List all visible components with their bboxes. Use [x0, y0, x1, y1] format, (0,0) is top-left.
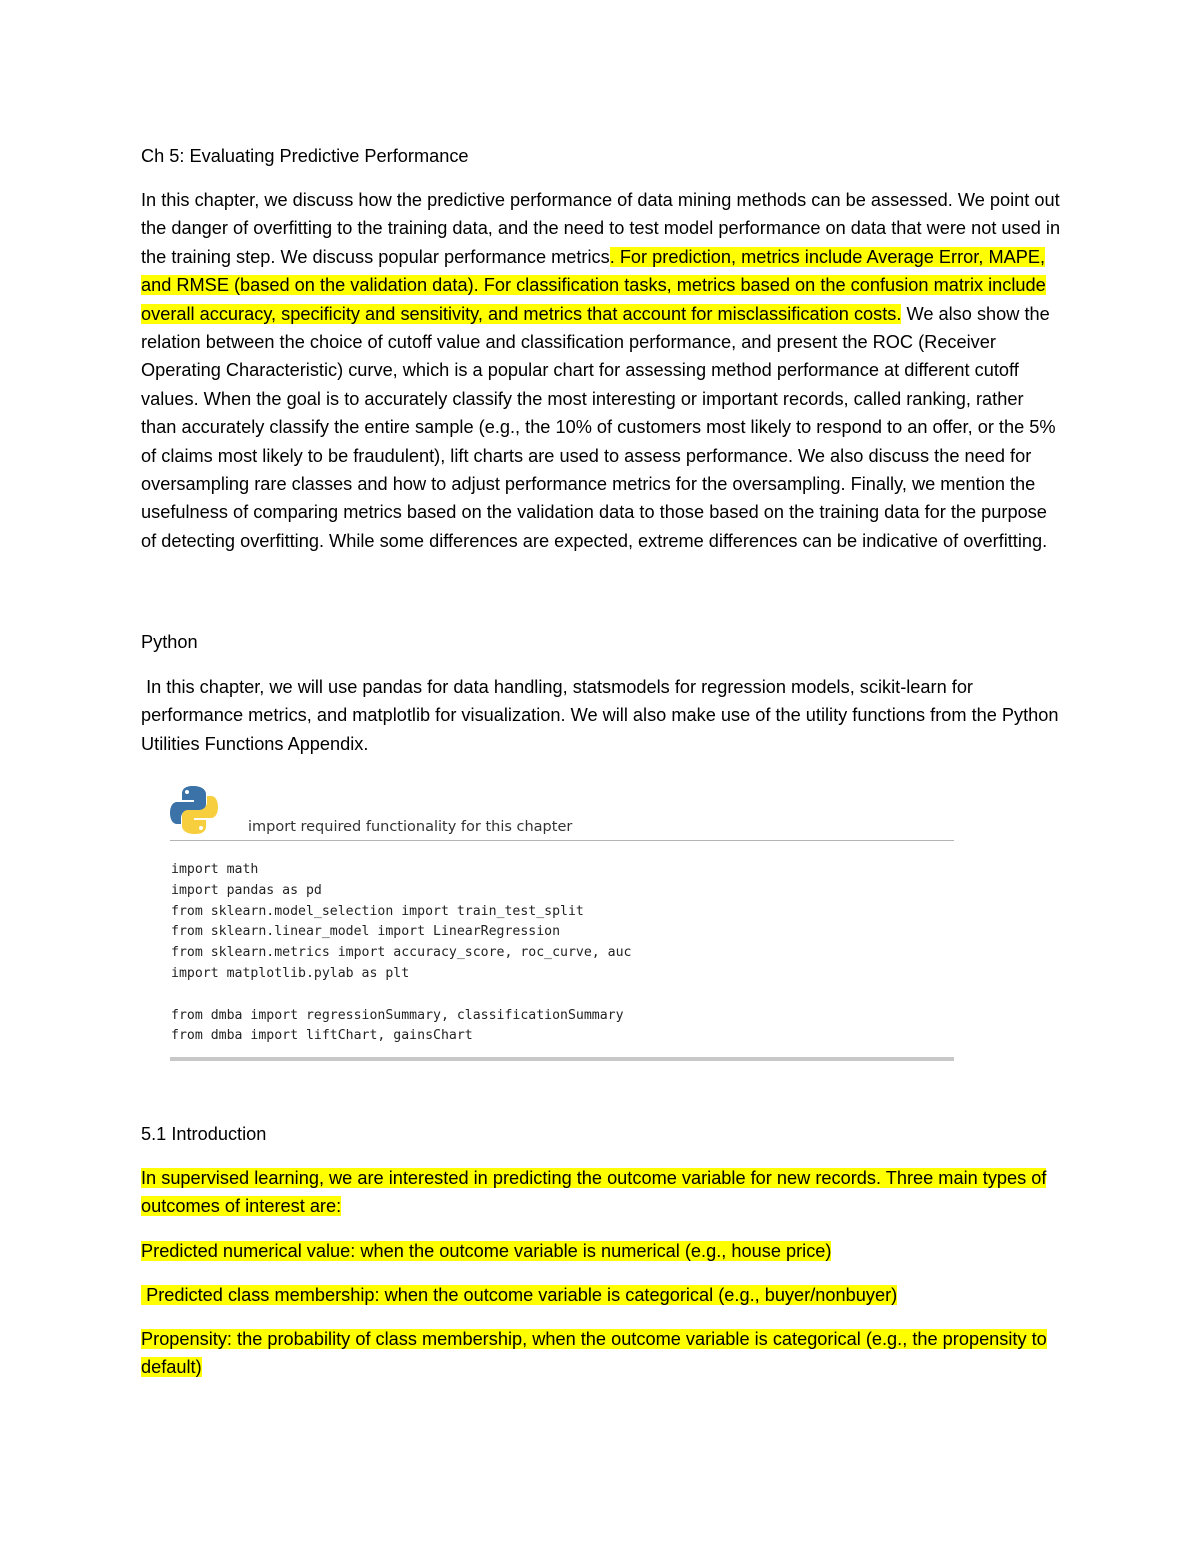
python-heading: Python [141, 632, 198, 652]
code-line: from dmba import liftChart, gainsChart [171, 1028, 473, 1044]
code-line: from sklearn.metrics import accuracy_score, roc_curve, auc [171, 945, 632, 961]
code-block [170, 783, 956, 1065]
code-listing [171, 860, 632, 1047]
code-line: from dmba import regressionSummary, classificationSummary [171, 1007, 624, 1023]
code-line: from sklearn.linear_model import LinearRegression [171, 924, 561, 940]
python-logo-icon [170, 785, 218, 835]
code-rule-top [170, 840, 954, 841]
highlighted-text: Predicted numerical value: when the outcome variable is numerical (e.g., house price) [141, 1241, 832, 1261]
code-line [171, 985, 632, 1006]
highlighted-text: Propensity: the probability of class membership, when the outcome variable is categorical (e.g., the propensity to default) [141, 1329, 1047, 1378]
intro-segment-highlighted: . For prediction, metrics include Average Error, MAPE, and RMSE (based on the validation data). For classification tasks, metrics based on the confusion matrix include overall accuracy, specificity and sensitivity, and metrics that account for misclassification costs. [141, 246, 1046, 324]
code-line: import matplotlib.pylab as plt [171, 965, 410, 981]
highlighted-text: Predicted class membership: when the outcome variable is categorical (e.g., buyer/nonbuyer) [141, 1285, 898, 1305]
section-paragraph-1 [141, 1164, 1061, 1221]
chapter-title: Ch 5: Evaluating Predictive Performance [141, 146, 469, 166]
section-heading: 5.1 Introduction [141, 1124, 267, 1144]
intro-segment: We also show the relation between the choice of cutoff value and classification performance, and present the ROC (Receiver Operating Characteristic) curve, which is a popular chart for assessing method performance at different cutoff values. When the goal is to accurately classify the most interesting or important records, called ranking, rather than accurately classify the entire sample (e.g., the 10% of customers most likely to respond to an offer, or the 5% of claims most likely to be fraudulent), lift charts are used to assess performance. We also discuss the need for oversampling rare classes and how to adjust performance metrics for the oversampling. Finally, we mention the usefulness of comparing metrics based on the validation data to those based on the training data for the purpose of detecting overfitting. While some differences are expected, extreme differences can be indicative of overfitting. [141, 303, 1056, 551]
section-paragraph-3 [141, 1281, 1061, 1309]
code-caption: import required functionality for this chapter [248, 819, 573, 835]
intro-segment: In this chapter, we discuss how the predictive performance of data mining methods can be assessed. We point out the danger of overfitting to the training data, and the need to test model performance on data that were not used in the training step. We discuss popular performance metrics [141, 190, 1061, 267]
intro-paragraph [141, 186, 1061, 555]
code-line: from sklearn.model_selection import train_test_split [171, 903, 584, 919]
code-rule-bottom [170, 1057, 954, 1061]
highlighted-text: In supervised learning, we are interested in predicting the outcome variable for new records. Three main types of outcomes of interest are: [141, 1168, 1047, 1217]
code-line: import pandas as pd [171, 882, 322, 898]
section-paragraph-2 [141, 1237, 1061, 1265]
python-paragraph: In this chapter, we will use pandas for data handling, statsmodels for regression models, scikit-learn for performance metrics, and matplotlib for visualization. We will also make use of the utility functions from the Python Utilities Functions Appendix. [141, 677, 1064, 754]
code-line: import math [171, 862, 259, 877]
section-paragraph-4 [141, 1325, 1061, 1382]
